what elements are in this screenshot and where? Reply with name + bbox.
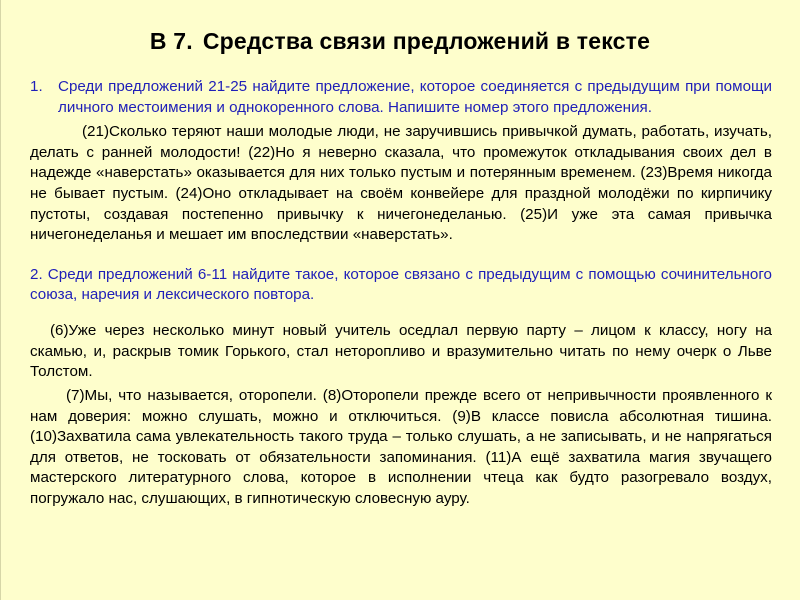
task2-question: 2. Среди предложений 6-11 найдите такое, которое связано с предыдущим с помощью сочинительного союза, наречия и лексического повтора. — [30, 265, 772, 304]
title-prefix: В 7. — [149, 28, 193, 54]
task2-passage-a: (6)Уже через несколько минут новый учитель оседлал первую парту – лицом к классу, ногу на скамью, и, раскрыв томик Горького, стал неторопливо и вразумительно читать по нему очерк о Льве Толстом. — [30, 322, 772, 381]
task1-question-block — [30, 77, 772, 118]
task1-passage: (21)Сколько теряют наши молодые люди, не заручившись привычкой думать, работать, изучать, делать с ранней молодости! (22)Но я неверно сказала, что промежуток откладывания своих дел в надежде «наверстать» оказывается для них только пустым и потерянным временем. (23)Время никогда не бывает пустым. (24)Оно откладывает на своём конвейере для праздной молодёжи по кирпичику пустоты, создавая постепенно привычку к ничегонеделанью. (25)И уже эта самая привычка ничегонеделанья и мешает им впоследствии «наверстать». — [30, 123, 772, 244]
task2-passage-b: (7)Мы, что называется, оторопели. (8)Оторопели прежде всего от непривычности проявленного к нам доверия: можно слушать, можно и отключиться. (9)В классе повисла абсолютная тишина. (10)Захватила сама увлекательность такого труда – только слушать, а не записывать, и не напрягаться для ответов, не тосковать от обязательности запоминания. (11)А ещё захватила магия звучащего мастерского литературного слова, которое в исполнении чтеца как будто разогревало воздух, погружало нас, слушающих, в гипнотическую словесную ауру. — [30, 386, 772, 507]
task1-question: Среди предложений 21-25 найдите предложение, которое соединяется с предыдущим при помощи личного местоимения и однокоренного слова. Напишите номер этого предложения. — [58, 78, 772, 116]
title-text: Средства связи предложений в тексте — [202, 28, 651, 54]
task1-number: 1. — [30, 78, 43, 95]
slide-content — [30, 77, 772, 509]
slide-title — [0, 28, 800, 55]
